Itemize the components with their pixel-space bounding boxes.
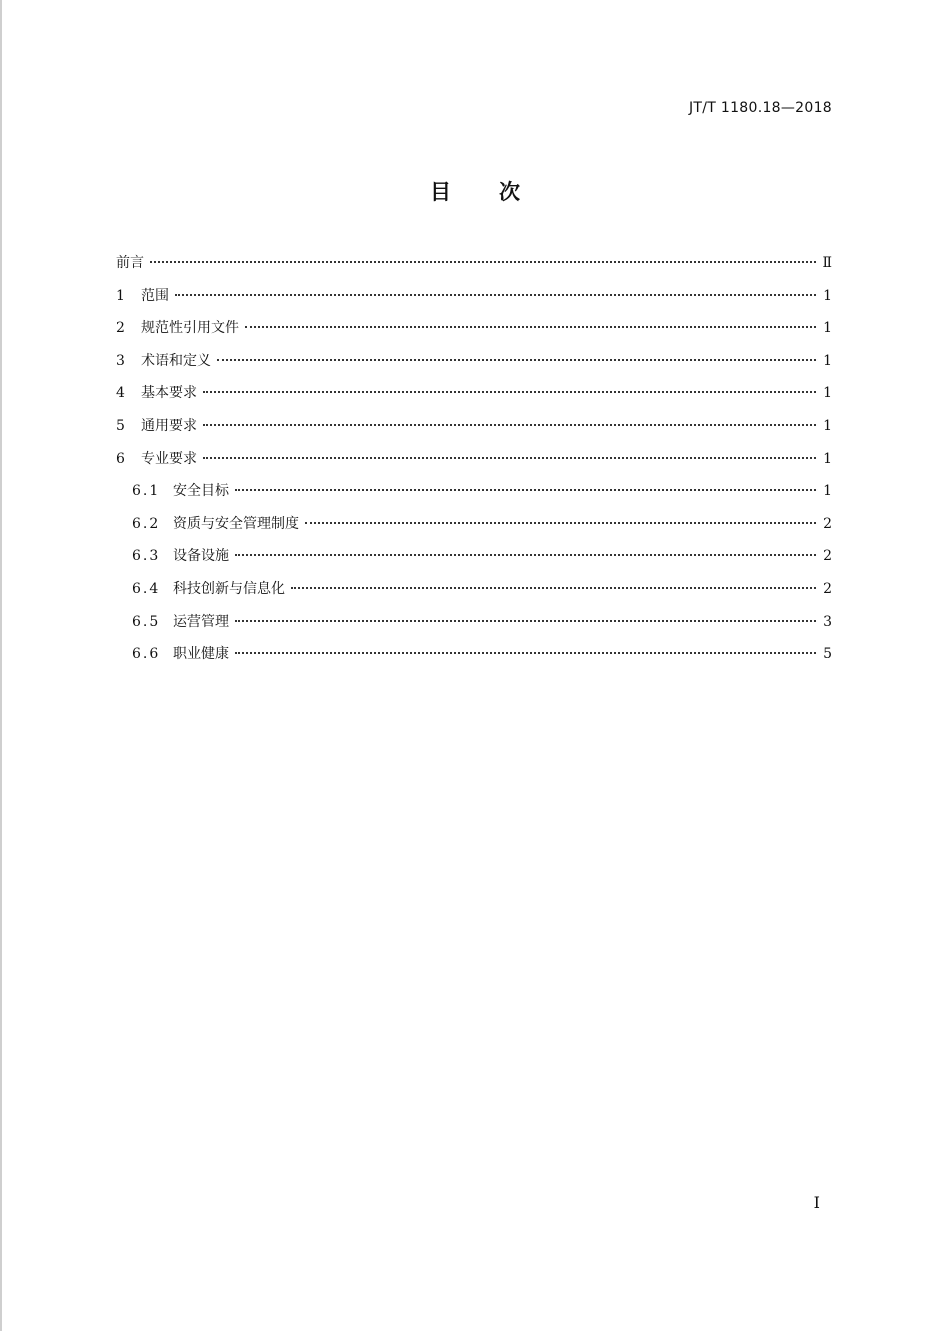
- toc-entry-label: 安全目标: [173, 483, 229, 500]
- dot-leader: [175, 294, 816, 296]
- toc-entry-number: 6.3: [132, 548, 161, 565]
- dot-leader: [235, 652, 816, 654]
- toc-entry-number: 6.4: [132, 580, 161, 597]
- standard-code: JT/T 1180.18—2018: [688, 100, 832, 116]
- toc-entry-page: Ⅱ: [822, 255, 832, 271]
- toc-entry-label: 规范性引用文件: [141, 320, 239, 337]
- toc-entry-number: 4: [116, 385, 125, 402]
- toc-entry-6-1[interactable]: [116, 478, 832, 511]
- toc-entry-number: 2: [116, 320, 125, 337]
- toc-entry-page: 5: [823, 646, 832, 663]
- toc-entry-label: 资质与安全管理制度: [173, 515, 299, 532]
- toc-entry-label: 前言: [116, 255, 144, 271]
- toc-entry-page: 1: [823, 417, 832, 434]
- toc-entry-label: 专业要求: [141, 450, 197, 467]
- toc-entry-number: 6.6: [132, 646, 161, 663]
- toc-entry-label: 职业健康: [173, 646, 229, 663]
- dot-leader: [203, 391, 816, 393]
- dot-leader: [305, 522, 816, 524]
- footer-page-number: I: [813, 1193, 820, 1212]
- toc-entry-number: 5: [116, 417, 125, 434]
- toc-entry-label: 运营管理: [173, 613, 229, 630]
- toc-entry-number: 1: [116, 287, 125, 304]
- page-title: 目次: [430, 180, 568, 204]
- toc-entry-label: 范围: [141, 287, 169, 304]
- dot-leader: [235, 489, 816, 491]
- toc-entry-number: 6.2: [132, 515, 161, 532]
- toc-entry-label: 设备设施: [173, 548, 229, 565]
- dot-leader: [203, 457, 816, 459]
- dot-leader: [235, 554, 816, 556]
- toc-entry-6-4[interactable]: [116, 576, 832, 609]
- toc-entry-page: 2: [823, 515, 832, 532]
- toc-entry-page: 1: [823, 450, 832, 467]
- toc-entry-1[interactable]: [116, 283, 832, 316]
- toc-entry-4[interactable]: [116, 380, 832, 413]
- toc-entry-6-2[interactable]: [116, 511, 832, 544]
- toc-entry-number: 6.5: [132, 613, 161, 630]
- dot-leader: [150, 261, 816, 263]
- toc-entry-3[interactable]: [116, 348, 832, 381]
- toc-entry-6-5[interactable]: [116, 609, 832, 642]
- toc-entry-page: 1: [823, 483, 832, 500]
- dot-leader: [235, 620, 816, 622]
- dot-leader: [203, 424, 816, 426]
- toc-entry-2[interactable]: [116, 315, 832, 348]
- toc-entry-page: 1: [823, 320, 832, 337]
- toc-entry-label: 基本要求: [141, 385, 197, 402]
- dot-leader: [291, 587, 816, 589]
- toc-entry-label: 术语和定义: [141, 352, 211, 369]
- toc-entry-page: 3: [823, 613, 832, 630]
- toc-entry-6-3[interactable]: [116, 543, 832, 576]
- table-of-contents: [116, 250, 832, 674]
- toc-entry-page: 2: [823, 580, 832, 597]
- dot-leader: [217, 359, 816, 361]
- dot-leader: [245, 326, 816, 328]
- toc-entry-label: 通用要求: [141, 417, 197, 434]
- toc-entry-number: 3: [116, 352, 125, 369]
- toc-entry-number: 6: [116, 450, 125, 467]
- toc-entry-page: 1: [823, 352, 832, 369]
- toc-entry-6-6[interactable]: [116, 641, 832, 674]
- toc-entry-6[interactable]: [116, 446, 832, 479]
- toc-entry-page: 2: [823, 548, 832, 565]
- toc-entry-page: 1: [823, 385, 832, 402]
- toc-entry-label: 科技创新与信息化: [173, 580, 285, 597]
- toc-entry-number: 6.1: [132, 483, 161, 500]
- toc-entry-foreword[interactable]: [116, 250, 832, 283]
- toc-entry-5[interactable]: [116, 413, 832, 446]
- toc-entry-page: 1: [823, 287, 832, 304]
